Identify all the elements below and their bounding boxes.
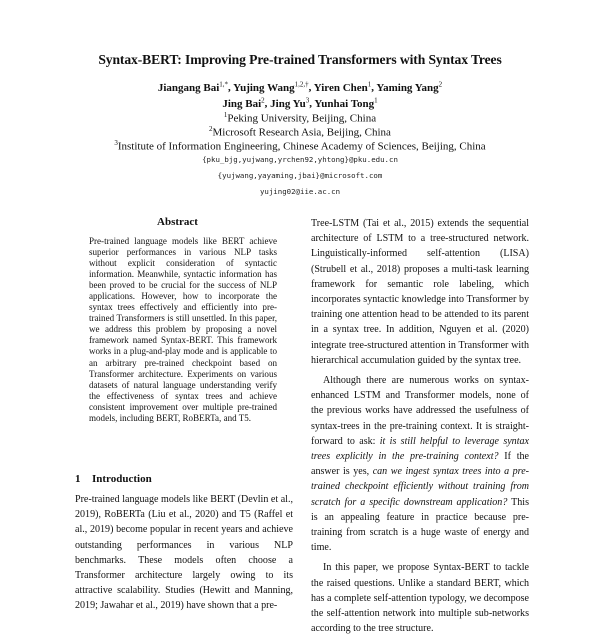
abstract-text: Pre-trained language models like BERT achieve superior performances in various NLP tasks without explicit consideration of syntactic information. Meanwhile, syntactic information has been proved to be crucial for the success of NLP applications. However, how to incorporate the syntax trees effectively and efficiently into pre-trained Transformers is still unsettled. In this paper, we address this problem by proposing a novel framework named Syntax-BERT. This framework works in a plug-and-play mode and is applicable to an arbitrary pre-trained checkpoint based on Transformer architecture. Experiments on various datasets of natural language understanding verify the effectiveness of syntax trees and achieve consistent improvement over multiple pre-trained models, including BERT, RoBERTa, and T5. [89, 236, 277, 423]
paragraph: Although there are numerous works on syntax-enhanced LSTM and Transformer models, none of the previous works have addressed the usefulness of syntax-trees in the pre-training context. It is straight-forward to ask: it is still helpful to leverage syntax trees explicitly in the pre-training context? If the answer is yes, can we ingest syntax trees into a pre-trained checkpoint efficiently without training from scratch for a specific downstream application? This is an appealing feature in practice because pre-training from scratch is a huge waste of energy and time. [311, 375, 529, 554]
introduction-text [75, 492, 293, 614]
affiliation-1: $^1$Peking University, Beijing, China [223, 111, 377, 125]
section-heading-introduction: 1 Introduction [75, 473, 152, 485]
author: Jing Yu$^3$ [270, 96, 310, 110]
email-line-2: {yujwang,yayaming,jbai}@microsoft.com [217, 171, 383, 180]
affiliation-3: $^3$Institute of Information Engineering, Chinese Academy of Sciences, Beijing, China [114, 139, 486, 153]
author: Jiangang Bai$^{1,*}$ [157, 80, 229, 94]
author: Jing Bai$^2$ [222, 96, 265, 110]
paper-title: Syntax-BERT: Improving Pre-trained Transformers with Syntax Trees [98, 52, 502, 67]
email-line-1: {pku_bjg,yujwang,yrchen92,yhtong}@pku.edu.cn [202, 155, 398, 164]
abstract-heading: Abstract [157, 216, 198, 228]
paragraph: Tree-LSTM (Tai et al., 2015) extends the sequential architecture of LSTM to a tree-structured network. Linguistically-informed self-attention (LISA) (Strubell et al., 2018) proposes a multi-task learning framework for semantic role labeling, which incorporates syntactic knowledge into Transformer by training one attention head to be attended to its parent in a syntax tree. In addition, Nguyen et al. (2020) integrate tree-structured attention in Transformer with hierarchical accumulation guided by the syntax tree. [311, 218, 529, 366]
author-line-2: Jing Bai$^2$, Jing Yu$^3$, Yunhai Tong$^1$ [222, 96, 378, 110]
email-line-3: yujing02@iie.ac.cn [259, 187, 341, 196]
right-column [311, 216, 529, 636]
author: Yiren Chen$^1$ [313, 80, 372, 94]
affiliation-2: $^2$Microsoft Research Asia, Beijing, China [209, 125, 391, 139]
paragraph: Pre-trained language models like BERT (Devlin et al., 2019), RoBERTa (Liu et al., 2020) and T5 (Raffel et al., 2019) become popular in recent years and achieve outstanding performances in various NLP benchmarks. These models often choose a Transformer architecture largely owing to its attractive scalability. Studies (Hewitt and Manning, 2019; Jawahar et al., 2019) have shown that a pre- [75, 494, 293, 612]
author: Yunhai Tong$^1$ [314, 96, 378, 110]
author-line-1: Jiangang Bai$^{1,*}$, Yujing Wang$^{1,2,\dagger}$, Yiren Chen$^1$, Yaming Yang$^2$ [157, 80, 443, 94]
author: Yujing Wang$^{1,2,\dagger}$ [233, 80, 309, 94]
author: Yaming Yang$^2$ [376, 80, 443, 94]
paragraph: In this paper, we propose Syntax-BERT to tackle the raised questions. Unlike a standard BERT, which has a complete self-attention typology, we decompose the self-attention network into multiple sub-networks according to the tree structure. [311, 562, 529, 635]
